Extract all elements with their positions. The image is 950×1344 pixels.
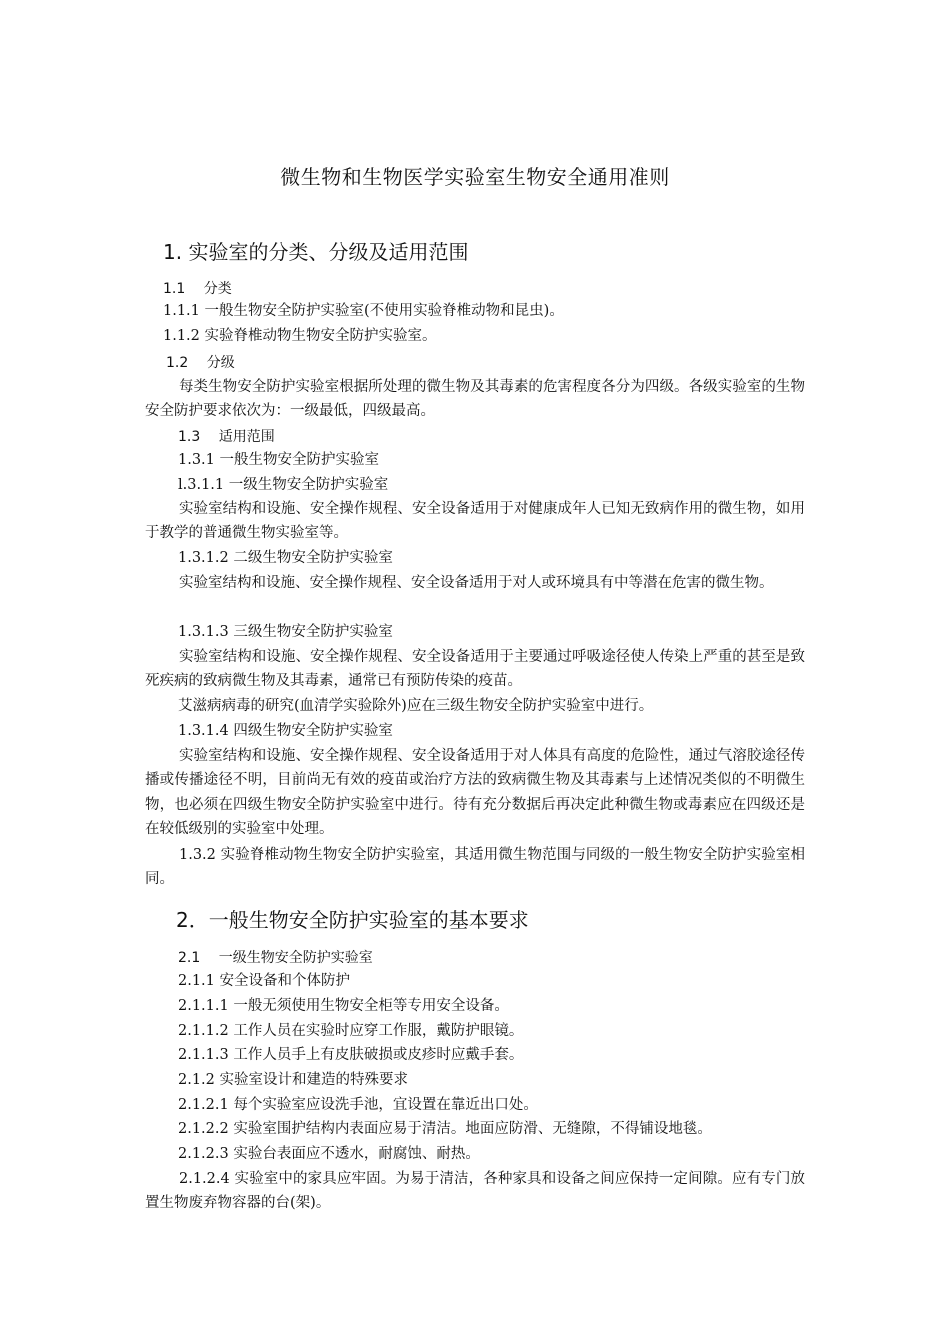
item-2-1-2-2: 2.1.2.2 实验室围护结构内表面应易于清洁。地面应防滑、无缝隙，不得铺设地毯。 bbox=[178, 1121, 712, 1137]
subsection-1-1: 1.1 分类 bbox=[163, 281, 232, 297]
paragraph-1-3-1-1: 实验室结构和设施、安全操作规程、安全设备适用于对健康成年人已知无致病作用的微生物，如用于教学的普通微生物实验室等。 bbox=[145, 501, 805, 542]
item-1-3-1: 1.3.1 一般生物安全防护实验室 bbox=[178, 452, 380, 468]
subsection-1-3: 1.3 适用范围 bbox=[178, 429, 275, 445]
subsection-1-2: 1.2 分级 bbox=[166, 355, 235, 371]
item-2-1-1: 2.1.1 安全设备和个体防护 bbox=[178, 973, 351, 989]
item-1-3-1-2: 1.3.1.2 二级生物安全防护实验室 bbox=[178, 550, 393, 566]
item-2-1-2-1: 2.1.2.1 每个实验室应设洗手池，宜设置在靠近出口处。 bbox=[178, 1097, 538, 1113]
paragraph-1-3-2: 1.3.2 实验脊椎动物生物安全防护实验室，其适用微生物范围与同级的一般生物安全防护实验室相同。 bbox=[145, 847, 805, 888]
paragraph-1-3-1-2: 实验室结构和设施、安全操作规程、安全设备适用于对人或环境具有中等潜在危害的微生物。 bbox=[179, 575, 774, 591]
paragraph-aids: 艾滋病病毒的研究(血清学实验除外)应在三级生物安全防护实验室中进行。 bbox=[178, 698, 654, 714]
item-2-1-2: 2.1.2 实验室设计和建造的特殊要求 bbox=[178, 1072, 409, 1088]
item-1-3-1-1: l.3.1.1 一级生物安全防护实验室 bbox=[178, 477, 389, 493]
document-title: 微生物和生物医学实验室生物安全通用准则 bbox=[280, 165, 670, 189]
item-1-3-1-4: 1.3.1.4 四级生物安全防护实验室 bbox=[178, 723, 393, 739]
paragraph-1-3-1-3: 实验室结构和设施、安全操作规程、安全设备适用于主要通过呼吸途径使人传染上严重的甚至是致死疾病的致病微生物及其毒素，通常已有预防传染的疫苗。 bbox=[145, 649, 805, 690]
item-2-1-2-3: 2.1.2.3 实验台表面应不透水，耐腐蚀、耐热。 bbox=[178, 1146, 480, 1162]
paragraph-grading: 每类生物安全防护实验室根据所处理的微生物及其毒素的危害程度各分为四级。各级实验室的生物安全防护要求依次为：一级最低，四级最高。 bbox=[145, 379, 805, 420]
item-1-3-1-3: 1.3.1.3 三级生物安全防护实验室 bbox=[178, 624, 393, 640]
section-1-heading: 1. 实验室的分类、分级及适用范围 bbox=[163, 240, 469, 264]
section-2-heading: 2．一般生物安全防护实验室的基本要求 bbox=[176, 908, 529, 932]
subsection-2-1: 2.1 一级生物安全防护实验室 bbox=[178, 950, 373, 966]
item-1-1-2: 1.1.2 实验脊椎动物生物安全防护实验室。 bbox=[163, 328, 437, 344]
item-2-1-1-1: 2.1.1.1 一般无须使用生物安全柜等专用安全设备。 bbox=[178, 998, 509, 1014]
item-1-1-1: 1.1.1 一般生物安全防护实验室(不使用实验脊椎动物和昆虫)。 bbox=[163, 303, 564, 319]
item-2-1-1-3: 2.1.1.3 工作人员手上有皮肤破损或皮疹时应戴手套。 bbox=[178, 1047, 524, 1063]
paragraph-1-3-1-4: 实验室结构和设施、安全操作规程、安全设备适用于对人体具有高度的危险性，通过气溶胶途径传播或传播途径不明，目前尚无有效的疫苗或治疗方法的致病微生物及其毒素与上述情况类似的不明微生物，也必须在四级生物安全防护实验室中进行。待有充分数据后再决定此种微生物或毒素应在四级还是在较低级别的实验室中处理。 bbox=[145, 748, 805, 838]
item-2-1-1-2: 2.1.1.2 工作人员在实验时应穿工作服，戴防护眼镜。 bbox=[178, 1023, 524, 1039]
paragraph-2-1-2-4: 2.1.2.4 实验室中的家具应牢固。为易于清洁，各种家具和设备之间应保持一定间隙。应有专门放置生物废弃物容器的台(架)。 bbox=[145, 1171, 805, 1212]
